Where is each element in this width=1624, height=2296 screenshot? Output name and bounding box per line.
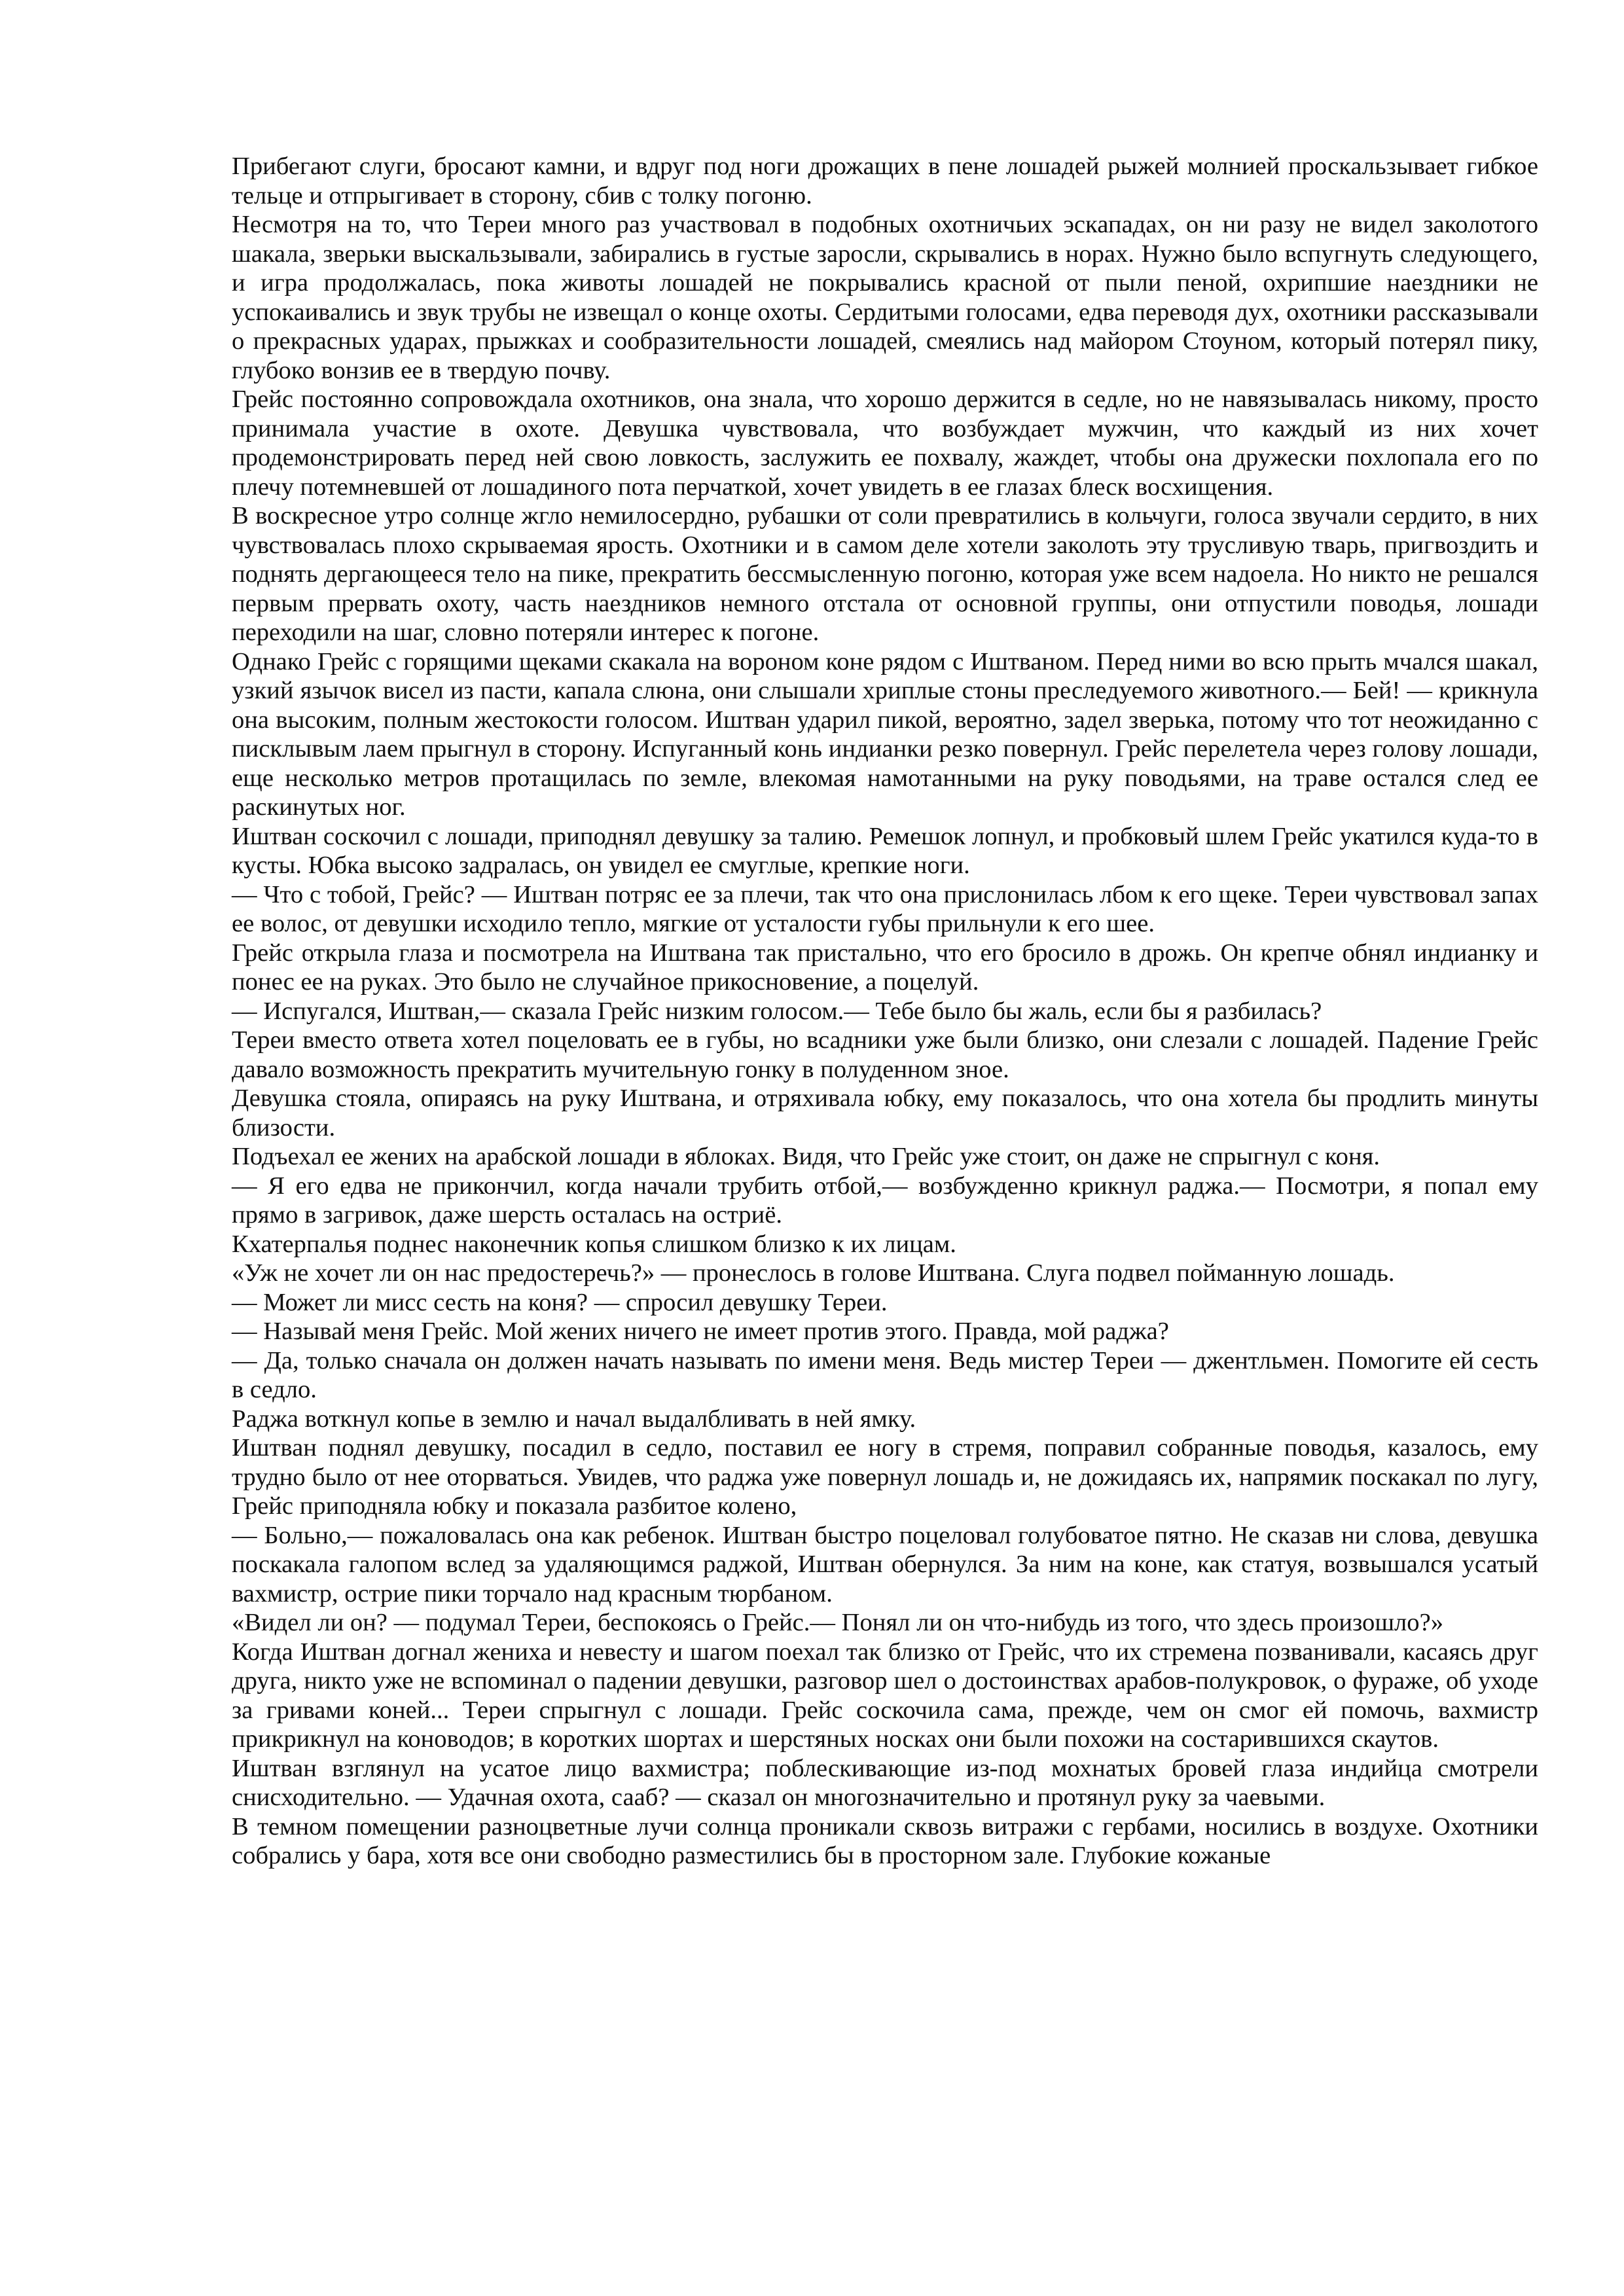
paragraph: Грейс открыла глаза и посмотрела на Иштвана так пристально, что его бросило в дрожь. Он крепче обнял индианку и понес ее на руках. Это было не случайное прикосновение, а поцелуй. bbox=[232, 939, 1538, 996]
paragraph: Грейс постоянно сопровождала охотников, она знала, что хорошо держится в седле, но не навязывалась никому, просто принимала участие в охоте. Девушка чувствовала, что возбуждает мужчин, что каждый из них хочет продемонстрировать перед ней свою ловкость, заслужить ее похвалу, жаждет, чтобы она дружески похлопала его по плечу потемневшей от лошадиного пота перчаткой, хочет увидеть в ее глазах блеск восхищения. bbox=[232, 386, 1538, 501]
paragraph: Тереи вместо ответа хотел поцеловать ее в губы, но всадники уже были близко, они слезали с лошадей. Падение Грейс давало возможность прекратить мучительную гонку в полуденном зное. bbox=[232, 1026, 1538, 1083]
paragraph: В темном помещении разноцветные лучи солнца проникали сквозь витражи с гербами, носились в воздухе. Охотники собрались у бара, хотя все они свободно разместились бы в просторном зале. Глубокие кожаные bbox=[232, 1812, 1538, 1869]
paragraph: Несмотря на то, что Тереи много раз участвовал в подобных охотничьих эскападах, он ни разу не видел заколотого шакала, зверьки выскальзывали, забирались в густые заросли, скрывались в норах. Нужно было вспугнуть следующего, и игра продолжалась, пока животы лошадей не покрывались красной от пыли пеной, охрипшие наездники не успокаивались и звук трубы не извещал о конце охоты. Сердитыми голосами, едва переводя дух, охотники рассказывали о прекрасных ударах, прыжках и сообразительности лошадей, смеялись над майором Стоуном, который потерял пику, глубоко вонзив ее в твердую почву. bbox=[232, 211, 1538, 384]
paragraph: Однако Грейс с горящими щеками скакала на вороном коне рядом с Иштваном. Перед ними во всю прыть мчался шакал, узкий язычок висел из пасти, капала слюна, они слышали хриплые стоны преследуемого животного.— Бей! — крикнула она высоким, полным жестокости голосом. Иштван ударил пикой, вероятно, задел зверька, потому что тот неожиданно с писклывым лаем прыгнул в сторону. Испуганный конь индианки резко повернул. Грейс перелетела через голову лошади, еще несколько метров протащилась по земле, влекомая намотанными на руку поводьями, на траве остался след ее раскинутых ног. bbox=[232, 647, 1538, 821]
paragraph: Раджа воткнул копье в землю и начал выдалбливать в ней ямку. bbox=[232, 1405, 916, 1433]
paragraph: Прибегают слуги, бросают камни, и вдруг под ноги дрожащих в пене лошадей рыжей молнией проскальзывает гибкое тельце и отпрыгивает в сторону, сбив с толку погоню. bbox=[232, 152, 1538, 209]
paragraph: — Называй меня Грейс. Мой жених ничего не имеет против этого. Правда, мой раджа? bbox=[232, 1318, 1169, 1345]
paragraph: Кхатерпалья поднес наконечник копья слишком близко к их лицам. bbox=[232, 1230, 956, 1258]
document-page bbox=[232, 152, 1538, 1871]
paragraph: — Да, только сначала он должен начать называть по имени меня. Ведь мистер Тереи — джентльмен. Помогите ей сесть в седло. bbox=[232, 1346, 1538, 1403]
paragraph: — Я его едва не прикончил, когда начали трубить отбой,— возбужденно крикнул раджа.— Посмотри, я попал ему прямо в загривок, даже шерсть осталась на остриё. bbox=[232, 1172, 1538, 1229]
paragraph: — Больно,— пожаловалась она как ребенок. Иштван быстро поцеловал голубоватое пятно. Не сказав ни слова, девушка поскакала галопом вслед за удаляющимся раджой, Иштван обернулся. За ним на коне, как статуя, возвышался усатый вахмистр, острие пики торчало над красным тюрбаном. bbox=[232, 1521, 1538, 1607]
paragraph: Иштван взглянул на усатое лицо вахмистра; поблескивающие из-под мохнатых бровей глаза индийца смотрели снисходительно. — Удачная охота, сааб? — сказал он многозначительно и протянул руку за чаевыми. bbox=[232, 1754, 1538, 1811]
paragraph: В воскресное утро солнце жгло немилосердно, рубашки от соли превратились в кольчуги, голоса звучали сердито, в них чувствовалась плохо скрываемая ярость. Охотники и в самом деле хотели заколоть эту трусливую тварь, пригвоздить и поднять дергающееся тело на пике, прекратить бессмысленную погоню, которая уже всем надоела. Но никто не решался первым прервать охоту, часть наездников немного отстала от основной группы, они отпустили поводья, лошади переходили на шаг, словно потеряли интерес к погоне. bbox=[232, 502, 1538, 646]
paragraph: Девушка стояла, опираясь на руку Иштвана, и отряхивала юбку, ему показалось, что она хотела бы продлить минуты близости. bbox=[232, 1085, 1538, 1141]
paragraph: Подъехал ее жених на арабской лошади в яблоках. Видя, что Грейс уже стоит, он даже не спрыгнул с коня. bbox=[232, 1143, 1380, 1170]
paragraph: Иштван соскочил с лошади, приподнял девушку за талию. Ремешок лопнул, и пробковый шлем Грейс укатился куда-то в кусты. Юбка высоко задралась, он увидел ее смуглые, крепкие ноги. bbox=[232, 822, 1538, 879]
paragraph: Иштван поднял девушку, посадил в седло, поставил ее ногу в стремя, поправил собранные поводья, казалось, ему трудно было от нее оторваться. Увидев, что раджа уже повернул лошадь и, не дожидаясь их, напрямик поскакал по лугу, Грейс приподняла юбку и показала разбитое колено, bbox=[232, 1434, 1538, 1520]
paragraph: Когда Иштван догнал жениха и невесту и шагом поехал так близко от Грейс, что их стремена позванивали, касаясь друг друга, никто уже не вспоминал о падении девушки, разговор шел о достоинствах арабов-полукровок, о фураже, об уходе за гривами коней... Тереи спрыгнул с лошади. Грейс соскочила сама, прежде, чем он смог ей помочь, вахмистр прикрикнул на коноводов; в коротких шортах и шерстяных носках они были похожи на состарившихся скаутов. bbox=[232, 1638, 1538, 1753]
paragraph: — Что с тобой, Грейс? — Иштван потряс ее за плечи, так что она прислонилась лбом к его щеке. Тереи чувствовал запах ее волос, от девушки исходило тепло, мягкие от усталости губы прильнули к его шее. bbox=[232, 880, 1538, 937]
paragraph: — Может ли мисс сесть на коня? — спросил девушку Тереи. bbox=[232, 1288, 888, 1316]
paragraph: — Испугался, Иштван,— сказала Грейс низким голосом.— Тебе было бы жаль, если бы я разбилась? bbox=[232, 997, 1322, 1025]
paragraph: «Видел ли он? — подумал Тереи, беспокоясь о Грейс.— Понял ли он что-нибудь из того, что здесь произошло?» bbox=[232, 1609, 1443, 1636]
paragraph: «Уж не хочет ли он нас предостеречь?» — пронеслось в голове Иштвана. Слуга подвел пойманную лошадь. bbox=[232, 1259, 1395, 1287]
